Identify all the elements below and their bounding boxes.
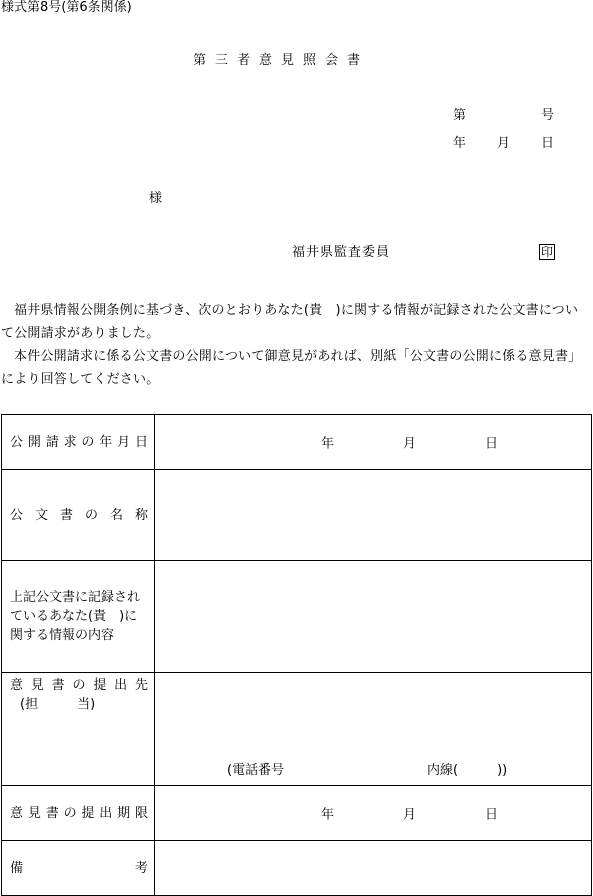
info-content-label: 上記公文書に記録されているあなた(貴 )に関する情報の内容: [2, 561, 155, 673]
body-paragraph-1: 福井県情報公開条例に基づき、次のとおりあなた(貴 )に関する情報が記録された公文書について公開請求がありました。: [1, 303, 579, 341]
body-paragraph-2: 本件公開請求に係る公文書の公開について御意見があれば、別紙「公文書の公開に係る意見書」により回答してください。: [1, 349, 582, 387]
remarks-label: 備考: [2, 841, 155, 896]
extension-label: 内線( )): [427, 763, 508, 778]
deadline-cell[interactable]: [155, 786, 592, 841]
document-name-cell[interactable]: [155, 470, 592, 561]
issue-date-day: 日: [541, 136, 555, 151]
submit-to-label-line1: 意見書の提出先: [10, 678, 148, 693]
remarks-cell[interactable]: [155, 841, 592, 896]
phone-label: (電話番号: [227, 763, 285, 778]
inquiry-table: [1, 414, 592, 896]
table-row: [2, 673, 592, 786]
body-text: [1, 299, 591, 391]
table-row: [2, 786, 592, 841]
issue-date-month: 月: [497, 136, 511, 151]
table-row: [2, 470, 592, 561]
request-date-month: 月: [403, 436, 417, 452]
document-title: 第三者意見照会書: [193, 53, 370, 68]
request-date-label: 公開請求の年月日: [2, 415, 155, 470]
issue-date-year: 年: [453, 136, 467, 151]
table-row: [2, 415, 592, 470]
request-date-day: 日: [485, 436, 499, 452]
addressee-honorific: 様: [149, 191, 163, 206]
submit-to-label: [2, 673, 155, 786]
table-row: [2, 561, 592, 673]
submit-to-label-line2: (担 当): [20, 697, 96, 712]
request-date-year: 年: [321, 436, 335, 452]
deadline-label: 意見書の提出期限: [2, 786, 155, 841]
deadline-day: 日: [485, 807, 499, 823]
submit-to-cell[interactable]: [155, 673, 592, 786]
deadline-month: 月: [403, 807, 417, 823]
deadline-year: 年: [321, 807, 335, 823]
document-name-label: 公文書の名称: [2, 470, 155, 561]
document-number-suffix: 号: [541, 108, 555, 123]
info-content-cell[interactable]: [155, 561, 592, 673]
form-number: 様式第8号(第6条関係): [1, 0, 132, 15]
sender-name: 福井県監査委員: [292, 245, 391, 260]
seal-stamp: 印: [540, 245, 553, 259]
document-number-label: 第: [453, 108, 467, 123]
request-date-cell[interactable]: [155, 415, 592, 470]
table-row: [2, 841, 592, 896]
